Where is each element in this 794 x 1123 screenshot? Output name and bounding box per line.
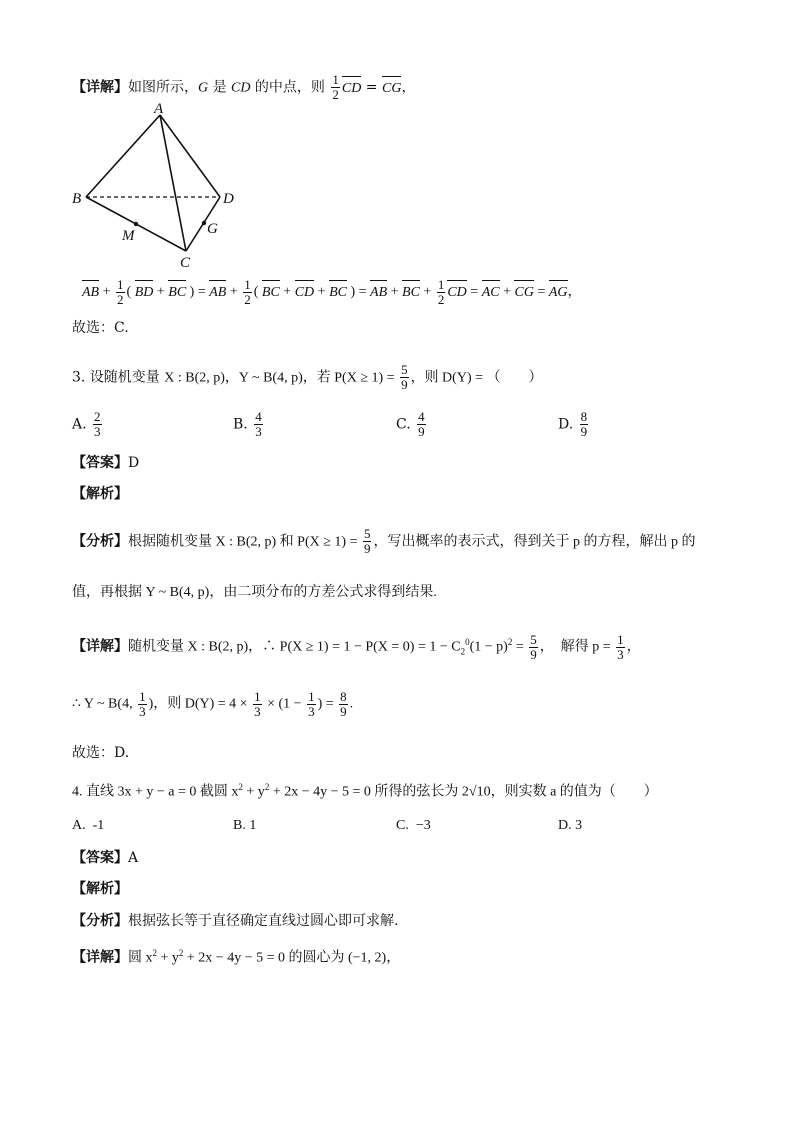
edge-AC [160, 115, 186, 251]
label-A: A [154, 103, 164, 117]
q3-fenxi-line-1: 【分析】根据随机变量 X : B(2, p) 和 P(X ≥ 1) = $\frac{5}{9}$ ，写出概率的表示式，得到关于 p 的方程，解出 p 的 [72, 526, 696, 556]
point-M [134, 222, 138, 226]
edge-AB [86, 115, 160, 197]
choose-d: 故选：D. [72, 745, 130, 761]
q4-xiangjie: 【详解】圆 $x^2 + y^2 + 2x - 4y - 5 = 0$ 的圆心为 (−1, 2)， [72, 948, 401, 966]
q3-option-d[interactable]: D. $\frac{8}{9}$ [558, 409, 588, 439]
tetrahedron-figure [68, 103, 248, 268]
q3-xiangjie-line-1: 【详解】随机变量 X : B(2, p)，∴ $P(X \ge 1) = 1 - P(X = 0) = 1 - C_2^0(1 - p)^2$ = $\frac{5}{9}$ ， 解得 p = $\frac{1}{3}$ ， [72, 632, 641, 662]
vector: CG [381, 80, 402, 96]
q3-fenxi-line-2: 值，再根据 Y ~ B(4, p)，由二项分布的方差公式求得到结果. [72, 585, 437, 600]
label-B: B [72, 191, 82, 207]
q3-xiangjie-line-2: ∴ Y ~ B(4, $\frac{1}{3}$ )，则 D(Y) = 4 × $\frac{1}{3}$ × (1 − $\frac{1}{3}$ ) = $\frac{8}{9}$ . [72, 689, 354, 719]
point-G [202, 221, 206, 225]
q4-analysis-tag: 【解析】 [72, 881, 128, 897]
edge-AD [160, 115, 220, 197]
q4-fenxi: 【分析】根据弦长等于直径确定直线过圆心即可求解. [72, 913, 399, 929]
q4-option-d[interactable]: D. 3 [558, 818, 583, 833]
vector: CD [341, 80, 362, 96]
q3-analysis-tag: 【解析】 [72, 486, 128, 502]
label-C: C [180, 255, 191, 268]
detail-line-1: 【详解】如图所示，G 是 CD 的中点，则 $\frac{1}{2}$ CD = CG， [72, 72, 416, 102]
question-4-stem: 4. 直线 3x + y − a = 0 截圆 $x^2 + y^2 + 2x - 4y - 5 = 0$ 所得的弦长为 2√10，则实数 a 的值为（ ） [72, 782, 658, 800]
vector-equation: AB + $\frac{1}{2}$ ( BD + BC ) = AB + $\frac{1}{2}$ ( BC + CD + BC ) = AB + BC + $\frac{1}{2}$ CD = AC + CG = AG， [82, 277, 582, 307]
q3-answer: 【答案】D [72, 455, 140, 471]
label-G: G [207, 221, 218, 237]
label-M: M [122, 228, 135, 244]
q4-option-c[interactable]: C. −3 [396, 818, 431, 833]
q4-option-b[interactable]: B. 1 [233, 818, 257, 833]
choose-c: 故选：C. [72, 320, 129, 336]
label-D: D [223, 191, 234, 207]
q3-option-b[interactable]: B. $\frac{4}{3}$ [233, 409, 262, 439]
question-3-stem: 3. 设随机变量 X : B(2, p)，Y ~ B(4, p)，若 P(X ≥ 1) = $\frac{5}{9}$ ，则 D(Y) = （ ） [72, 362, 543, 392]
q4-answer: 【答案】A [72, 850, 139, 866]
q4-option-a[interactable]: A. -1 [72, 818, 105, 833]
q3-option-a[interactable]: A. $\frac{2}{3}$ [72, 409, 101, 439]
detail-tag: 【详解】 [72, 79, 128, 96]
q3-option-c[interactable]: C. $\frac{4}{9}$ [396, 409, 425, 439]
fraction: $\frac{1}{2}$ [332, 72, 339, 102]
